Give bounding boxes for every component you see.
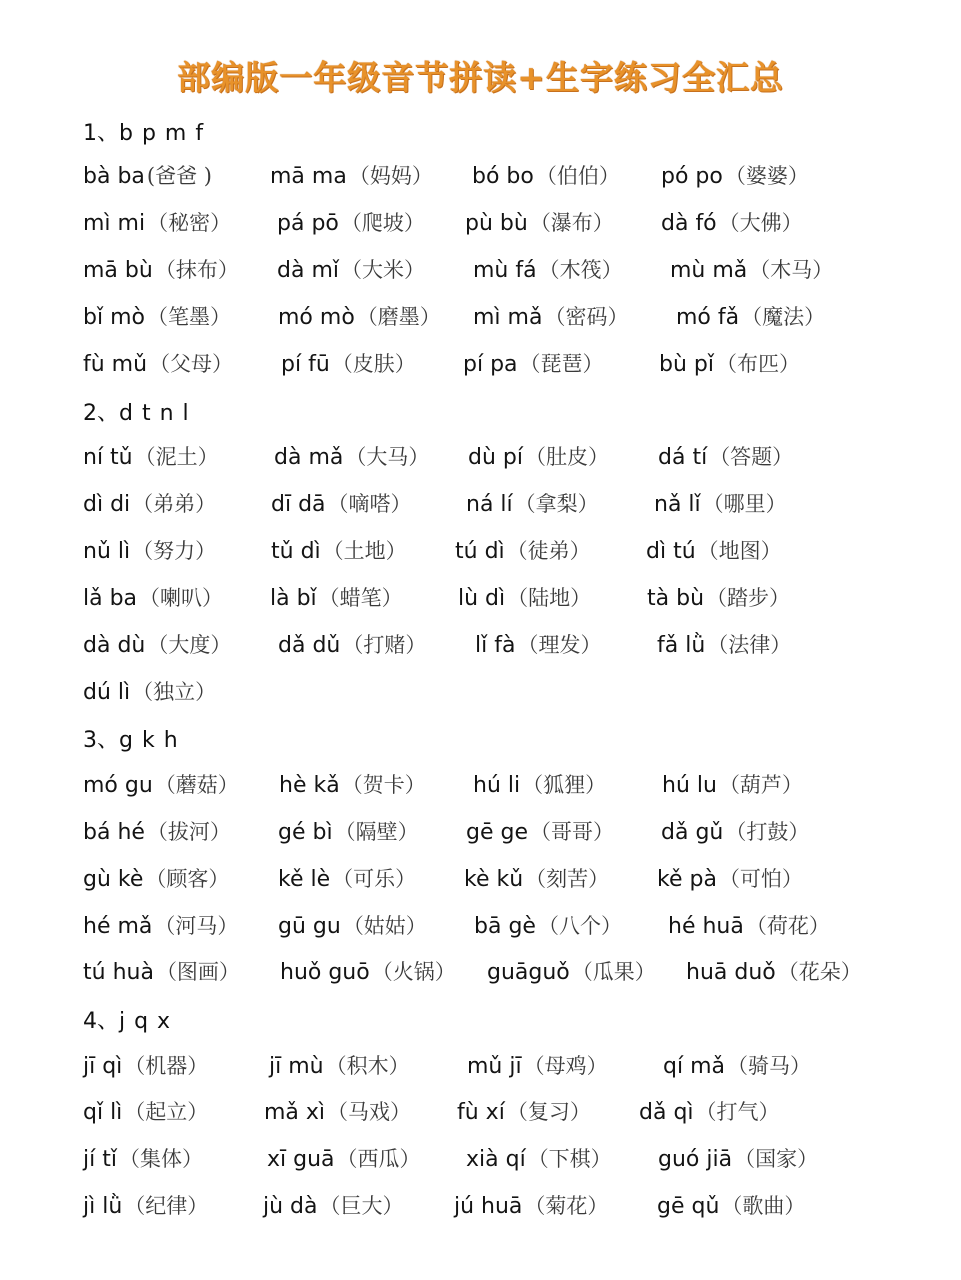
hanzi-text: （蜡笔）	[318, 586, 403, 610]
word-item	[278, 910, 427, 940]
hanzi-text: （磨墨）	[356, 305, 441, 329]
word-item	[464, 863, 609, 893]
section-heading: 4、j q x	[83, 1009, 171, 1034]
hanzi-text: （打鼓）	[725, 820, 810, 844]
pinyin-text: mó mò	[278, 305, 355, 330]
hanzi-text: （答题）	[709, 445, 794, 469]
word-row	[0, 1190, 961, 1226]
word-item	[659, 348, 800, 378]
pinyin-text: jī qì	[83, 1054, 123, 1079]
pinyin-text: mā ma	[270, 164, 347, 189]
word-item	[279, 769, 426, 799]
hanzi-text: (爸爸 )	[146, 164, 212, 188]
hanzi-text: （下棋）	[527, 1147, 612, 1171]
hanzi-text: （秘密）	[147, 211, 232, 235]
hanzi-text: （马戏）	[327, 1100, 412, 1124]
pinyin-text: fǎ lǜ	[657, 633, 706, 658]
word-item	[466, 816, 614, 846]
word-item	[278, 863, 416, 893]
word-item	[83, 769, 239, 799]
hanzi-text: （歌曲）	[721, 1194, 806, 1218]
pinyin-text: dú lì	[83, 680, 131, 705]
word-item	[83, 582, 223, 612]
word-item	[467, 1050, 608, 1080]
hanzi-text: （八个）	[537, 914, 622, 938]
word-item	[668, 910, 830, 940]
word-item	[468, 441, 609, 471]
word-item	[278, 301, 441, 331]
page-title: 部编版一年级音节拼读+生字练习全汇总	[177, 58, 784, 97]
pinyin-text: gē qǔ	[657, 1194, 720, 1219]
pinyin-text: jù dà	[263, 1194, 318, 1219]
word-item	[83, 535, 216, 565]
hanzi-text: （哥哥）	[530, 820, 614, 844]
hanzi-text: （嘀嗒）	[327, 492, 412, 516]
pinyin-text: qǐ lì	[83, 1100, 123, 1125]
word-item	[269, 1050, 410, 1080]
hanzi-text: （花朵）	[777, 960, 862, 984]
hanzi-text: （蘑菇）	[154, 773, 239, 797]
hanzi-text: （纪律）	[124, 1194, 209, 1218]
word-item	[670, 254, 833, 284]
hanzi-text: （婆婆）	[724, 164, 809, 188]
pinyin-text: lǐ fà	[475, 633, 516, 658]
pinyin-text: là bǐ	[270, 586, 317, 611]
pinyin-text: gù kè	[83, 867, 144, 892]
word-row	[0, 160, 961, 196]
hanzi-text: （国家）	[734, 1147, 819, 1171]
pinyin-text: mì mǎ	[473, 305, 543, 330]
word-item	[270, 160, 433, 190]
hanzi-text: （木马）	[749, 258, 834, 282]
hanzi-text: （笔墨）	[146, 305, 231, 329]
hanzi-text: （图画）	[155, 960, 240, 984]
pinyin-text: dà fó	[661, 211, 717, 236]
hanzi-text: （密码）	[544, 305, 629, 329]
hanzi-text: （大米）	[340, 258, 425, 282]
pinyin-text: jī mù	[269, 1054, 324, 1079]
word-item	[278, 629, 426, 659]
word-item	[83, 301, 231, 331]
pinyin-text: pí pa	[463, 352, 518, 377]
pinyin-text: mǔ jī	[467, 1054, 522, 1079]
word-item	[454, 1190, 608, 1220]
hanzi-text: （可乐）	[332, 867, 417, 891]
hanzi-text: （河马）	[154, 914, 239, 938]
hanzi-text: （打赌）	[342, 633, 427, 657]
word-item	[658, 1143, 818, 1173]
word-item	[487, 956, 656, 986]
word-row	[0, 207, 961, 243]
word-item	[267, 1143, 421, 1173]
word-item	[263, 1190, 404, 1220]
hanzi-text: （木筏）	[538, 258, 623, 282]
pinyin-text: gū gu	[278, 914, 341, 939]
word-item	[278, 816, 419, 846]
hanzi-text: （集体）	[118, 1147, 203, 1171]
pinyin-text: nǎ lǐ	[654, 492, 701, 517]
hanzi-text: （弟弟）	[132, 492, 217, 516]
hanzi-text: （皮肤）	[331, 352, 416, 376]
word-row	[0, 254, 961, 290]
pinyin-text: guāguǒ	[487, 960, 570, 985]
pinyin-text: hè kǎ	[279, 773, 340, 798]
word-row	[0, 629, 961, 665]
word-item	[270, 582, 403, 612]
pinyin-text: dà dù	[83, 633, 146, 658]
word-item	[466, 488, 599, 518]
hanzi-text: （瀑布）	[529, 211, 614, 235]
word-item	[274, 441, 429, 471]
hanzi-text: （法律）	[707, 633, 792, 657]
pinyin-text: hú li	[473, 773, 521, 798]
pinyin-text: dá tí	[658, 445, 708, 470]
word-item	[277, 207, 425, 237]
pinyin-text: bá hé	[83, 820, 145, 845]
pinyin-text: kě lè	[278, 867, 331, 892]
word-row	[0, 863, 961, 899]
hanzi-text: （肚皮）	[524, 445, 609, 469]
hanzi-text: （姑姑）	[342, 914, 427, 938]
word-item	[473, 301, 628, 331]
hanzi-text: （喇叭）	[139, 586, 224, 610]
word-row	[0, 1143, 961, 1179]
hanzi-text: （巨大）	[319, 1194, 404, 1218]
pinyin-text: tú dì	[455, 539, 505, 564]
hanzi-text: （地图）	[697, 539, 782, 563]
word-item	[83, 160, 212, 190]
section-heading: 2、d t n l	[83, 401, 189, 426]
word-item	[657, 629, 791, 659]
pinyin-text: hé mǎ	[83, 914, 153, 939]
pinyin-text: bù pǐ	[659, 352, 714, 377]
pinyin-text: dī dā	[271, 492, 326, 517]
word-row	[0, 301, 961, 337]
pinyin-text: xià qí	[466, 1147, 526, 1172]
hanzi-text: （可怕）	[718, 867, 803, 891]
word-item	[465, 207, 614, 237]
pinyin-text: pù bù	[465, 211, 528, 236]
pinyin-text: bó bo	[472, 164, 534, 189]
hanzi-text: （积木）	[325, 1054, 410, 1078]
pinyin-text: bǐ mò	[83, 305, 145, 330]
hanzi-text: （菊花）	[524, 1194, 609, 1218]
pinyin-text: huǒ guō	[280, 960, 370, 985]
hanzi-text: （伯伯）	[535, 164, 620, 188]
hanzi-text: （隔壁）	[334, 820, 419, 844]
pinyin-text: mā bù	[83, 258, 153, 283]
pinyin-text: pá pō	[277, 211, 339, 236]
word-item	[271, 535, 407, 565]
hanzi-text: （抹布）	[154, 258, 239, 282]
word-item	[83, 348, 233, 378]
word-item	[455, 535, 591, 565]
pinyin-text: dǎ gǔ	[661, 820, 724, 845]
word-row	[0, 488, 961, 524]
word-item	[473, 769, 606, 799]
word-item	[474, 910, 622, 940]
word-row	[0, 348, 961, 384]
hanzi-text: （拔河）	[146, 820, 231, 844]
section-heading: 3、g k h	[83, 728, 178, 753]
pinyin-text: tǔ dì	[271, 539, 321, 564]
word-item	[277, 254, 425, 284]
word-row	[0, 535, 961, 571]
pinyin-text: qí mǎ	[663, 1054, 725, 1079]
hanzi-text: （复习）	[506, 1100, 591, 1124]
hanzi-text: （顾客）	[145, 867, 230, 891]
word-item	[83, 863, 229, 893]
hanzi-text: （母鸡）	[523, 1054, 608, 1078]
word-item	[658, 441, 793, 471]
pinyin-text: lù dì	[458, 586, 506, 611]
hanzi-text: （大佛）	[718, 211, 803, 235]
word-row	[0, 816, 961, 852]
word-item	[83, 207, 231, 237]
pinyin-text: nǔ lì	[83, 539, 131, 564]
word-row	[0, 956, 961, 992]
word-row	[0, 441, 961, 477]
pinyin-text: guó jiā	[658, 1147, 733, 1172]
pinyin-text: dà mǎ	[274, 445, 344, 470]
pinyin-text: bā gè	[474, 914, 536, 939]
word-item	[457, 1096, 591, 1126]
word-item	[83, 1190, 208, 1220]
hanzi-text: （徒弟）	[506, 539, 591, 563]
word-row	[0, 769, 961, 805]
hanzi-text: （陆地）	[507, 586, 592, 610]
hanzi-text: （贺卡）	[341, 773, 426, 797]
hanzi-text: （拿梨）	[514, 492, 599, 516]
pinyin-text: mó fǎ	[676, 305, 740, 330]
pinyin-text: dà mǐ	[277, 258, 339, 283]
pinyin-text: dì tú	[646, 539, 696, 564]
word-item	[83, 254, 239, 284]
pinyin-text: dì di	[83, 492, 131, 517]
hanzi-text: （妈妈）	[348, 164, 433, 188]
hanzi-text: （西瓜）	[336, 1147, 421, 1171]
word-item	[475, 629, 601, 659]
word-item	[473, 254, 623, 284]
pinyin-text: mù fá	[473, 258, 537, 283]
pinyin-text: xī guā	[267, 1147, 335, 1172]
word-item	[83, 1050, 208, 1080]
pinyin-text: jú huā	[454, 1194, 523, 1219]
word-item	[280, 956, 456, 986]
pinyin-text: jì lǜ	[83, 1194, 123, 1219]
pinyin-text: fù mǔ	[83, 352, 148, 377]
hanzi-text: （葫芦）	[718, 773, 803, 797]
hanzi-text: （起立）	[124, 1100, 209, 1124]
word-item	[466, 1143, 612, 1173]
pinyin-text: gē ge	[466, 820, 528, 845]
hanzi-text: （大度）	[147, 633, 232, 657]
hanzi-text: （独立）	[132, 680, 217, 704]
word-row	[0, 910, 961, 946]
pinyin-text: mù mǎ	[670, 258, 748, 283]
word-item	[83, 676, 216, 706]
hanzi-text: （土地）	[322, 539, 407, 563]
hanzi-text: （荷花）	[745, 914, 830, 938]
hanzi-text: （父母）	[149, 352, 234, 376]
word-item	[661, 160, 809, 190]
word-row	[0, 1096, 961, 1132]
word-item	[83, 629, 231, 659]
word-item	[83, 1143, 203, 1173]
pinyin-text: dǎ dǔ	[278, 633, 341, 658]
pinyin-text: jí tǐ	[83, 1147, 117, 1172]
pinyin-text: huā duǒ	[686, 960, 776, 985]
word-item	[661, 816, 809, 846]
hanzi-text: （瓜果）	[571, 960, 656, 984]
pinyin-text: mì mi	[83, 211, 146, 236]
word-item	[646, 535, 782, 565]
word-item	[639, 1096, 780, 1126]
word-item	[83, 488, 216, 518]
hanzi-text: （泥土）	[134, 445, 219, 469]
pinyin-text: dù pí	[468, 445, 523, 470]
hanzi-text: （理发）	[517, 633, 602, 657]
hanzi-text: （踏步）	[706, 586, 791, 610]
hanzi-text: （狐狸）	[522, 773, 607, 797]
pinyin-text: pó po	[661, 164, 723, 189]
hanzi-text: （骑马）	[726, 1054, 811, 1078]
word-item	[281, 348, 416, 378]
word-item	[661, 207, 803, 237]
word-item	[663, 1050, 811, 1080]
pinyin-text: tà bù	[647, 586, 705, 611]
word-item	[676, 301, 825, 331]
pinyin-text: mǎ xì	[264, 1100, 326, 1125]
pinyin-text: hé huā	[668, 914, 744, 939]
pinyin-text: kě pà	[657, 867, 717, 892]
pinyin-text: lǎ ba	[83, 586, 138, 611]
pinyin-text: ná lí	[466, 492, 513, 517]
word-item	[654, 488, 787, 518]
hanzi-text: （魔法）	[741, 305, 826, 329]
hanzi-text: （打气）	[695, 1100, 780, 1124]
word-item	[83, 1096, 208, 1126]
hanzi-text: （火锅）	[371, 960, 456, 984]
pinyin-text: mó gu	[83, 773, 153, 798]
word-row	[0, 1050, 961, 1086]
word-item	[686, 956, 862, 986]
pinyin-text: tú huà	[83, 960, 154, 985]
section-heading: 1、b p m f	[83, 121, 204, 146]
hanzi-text: （琵琶）	[519, 352, 604, 376]
word-item	[463, 348, 604, 378]
pinyin-text: bà ba	[83, 164, 145, 189]
pinyin-text: fù xí	[457, 1100, 505, 1125]
hanzi-text: （机器）	[124, 1054, 209, 1078]
hanzi-text: （大马）	[345, 445, 430, 469]
word-item	[657, 863, 803, 893]
word-item	[662, 769, 803, 799]
word-item	[83, 441, 219, 471]
word-item	[472, 160, 620, 190]
hanzi-text: （爬坡）	[340, 211, 425, 235]
word-item	[647, 582, 790, 612]
word-row	[0, 676, 961, 712]
word-item	[83, 956, 240, 986]
word-row	[0, 582, 961, 618]
word-item	[83, 910, 238, 940]
hanzi-text: （努力）	[132, 539, 217, 563]
word-item	[83, 816, 231, 846]
hanzi-text: （刻苦）	[525, 867, 610, 891]
word-item	[657, 1190, 805, 1220]
word-item	[264, 1096, 411, 1126]
pinyin-text: dǎ qì	[639, 1100, 694, 1125]
pinyin-text: ní tǔ	[83, 445, 133, 470]
hanzi-text: （哪里）	[702, 492, 787, 516]
pinyin-text: hú lu	[662, 773, 717, 798]
pinyin-text: kè kǔ	[464, 867, 524, 892]
hanzi-text: （布匹）	[715, 352, 800, 376]
pinyin-text: gé bì	[278, 820, 333, 845]
word-item	[271, 488, 412, 518]
word-item	[458, 582, 591, 612]
pinyin-text: pí fū	[281, 352, 330, 377]
